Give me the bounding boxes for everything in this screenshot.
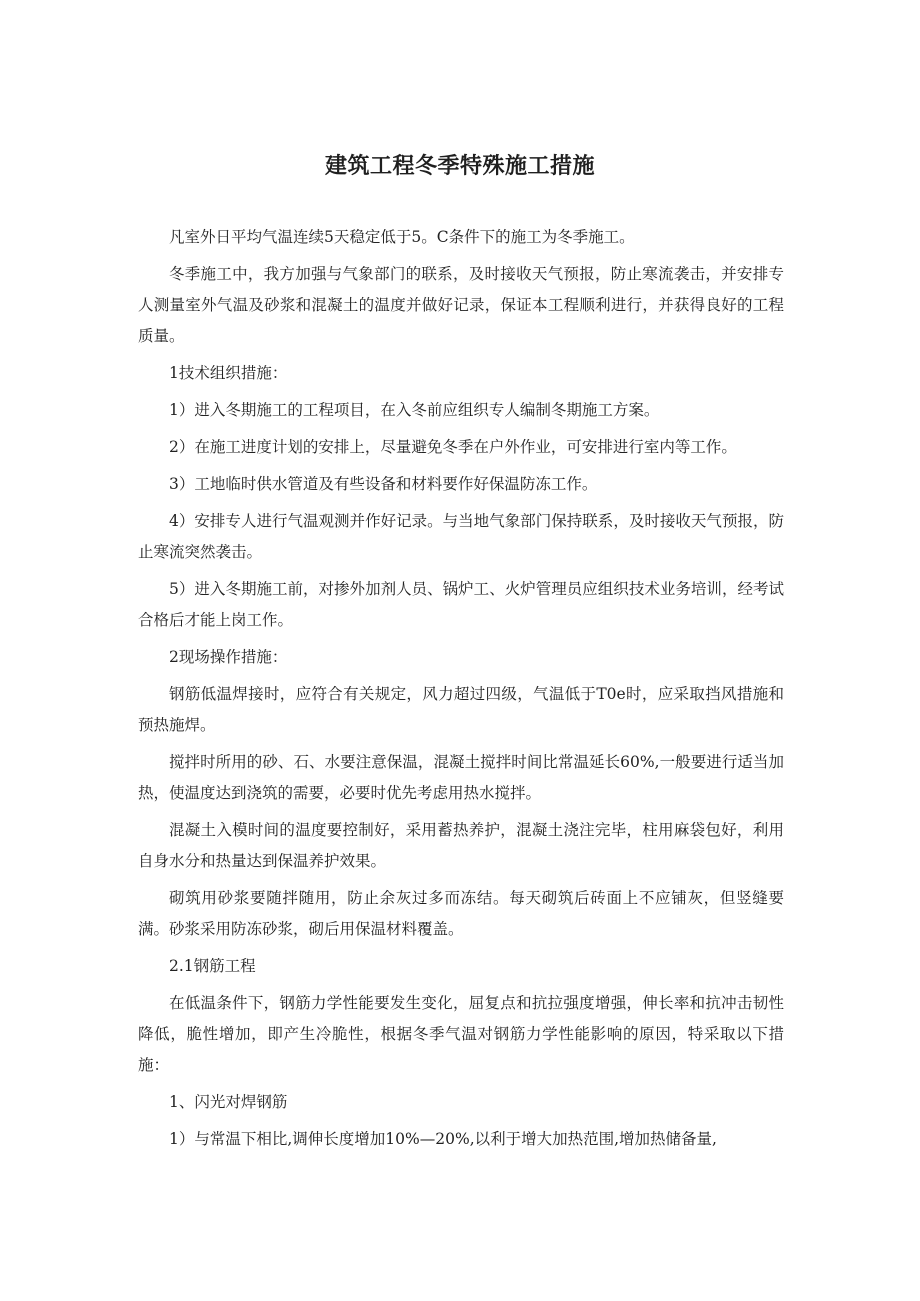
document-body: [138, 222, 784, 1161]
list-item-schedule: 2）在施工进度计划的安排上，尽量避免冬季在户外作业，可安排进行室内等工作。: [169, 438, 737, 456]
list-item-extension-length: 1）与常温下相比,调伸长度增加10%—20%,以利于增大加热范围,增加热储备量,: [169, 1130, 717, 1148]
paragraph-concrete-curing: 混凝土入模时间的温度要控制好，采用蓄热养护，混凝土浇注完毕，柱用麻袋包好，利用自身水分和热量达到保温养护效果。: [138, 821, 784, 870]
paragraph-winter-definition: 凡室外日平均气温连续5天稳定低于5。C条件下的施工为冬季施工。: [169, 228, 635, 246]
paragraph-mortar: 砌筑用砂浆要随拌随用，防止余灰过多而冻结。每天砌筑后砖面上不应铺灰，但竖缝要满。砂浆采用防冻砂浆，砌后用保温材料覆盖。: [138, 889, 784, 938]
subheading-flash-butt-welding: 1、闪光对焊钢筋: [169, 1093, 288, 1111]
section-heading-site-operation: 2现场操作措施：: [169, 648, 288, 666]
list-item-training: 5）进入冬期施工前，对掺外加剂人员、锅炉工、火炉管理员应组织技术业务培训，经考试合格后才能上岗工作。: [138, 580, 784, 629]
paragraph-rebar-properties: 在低温条件下，钢筋力学性能要发生变化，屈复点和抗拉强度增强，伸长率和抗冲击韧性降低，脆性增加，即产生冷脆性，根据冬季气温对钢筋力学性能影响的原因，特采取以下措施：: [138, 994, 784, 1074]
list-item-winter-plan: 1）进入冬期施工的工程项目，在入冬前应组织专人编制冬期施工方案。: [169, 401, 660, 419]
document-title: 建筑工程冬季特殊施工措施: [324, 154, 595, 179]
list-item-temperature-observation: 4）安排专人进行气温观测并作好记录。与当地气象部门保持联系，及时接收天气预报，防止寒流突然袭击。: [138, 512, 784, 561]
section-heading-rebar-engineering: 2.1钢筋工程: [169, 957, 256, 975]
list-item-water-pipes: 3）工地临时供水管道及有些设备和材料要作好保温防冻工作。: [169, 475, 598, 493]
paragraph-rebar-welding: 钢筋低温焊接时，应符合有关规定，风力超过四级，气温低于T0e时，应采取挡风措施和预热施焊。: [138, 685, 784, 734]
paragraph-weather-monitoring: 冬季施工中，我方加强与气象部门的联系，及时接收天气预报，防止寒流袭击，并安排专人测量室外气温及砂浆和混凝土的温度并做好记录，保证本工程顺利进行，并获得良好的工程质量。: [138, 265, 784, 345]
section-heading-technical-organization: 1技术组织措施：: [169, 364, 288, 382]
paragraph-mixing: 搅拌时所用的砂、石、水要注意保温，混凝土搅拌时间比常温延长60%,一般要进行适当加热，使温度达到浇筑的需要，必要时优先考虑用热水搅拌。: [138, 753, 784, 802]
